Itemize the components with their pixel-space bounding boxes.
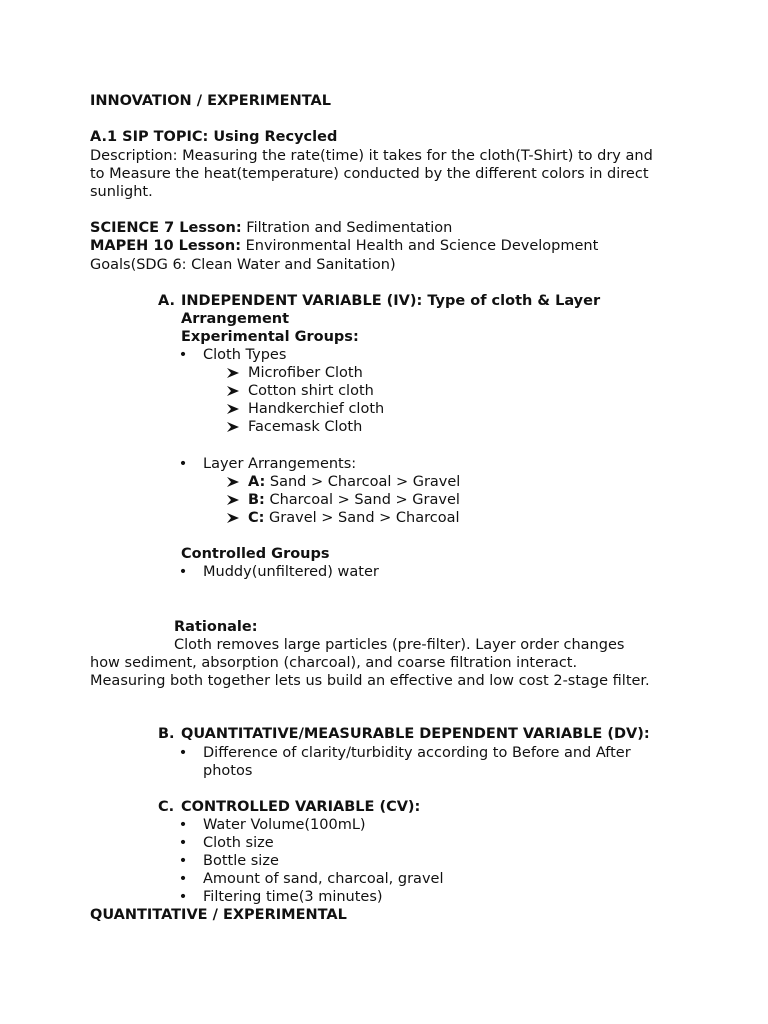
controlled-groups-heading: Controlled Groups (181, 546, 330, 562)
footer-heading: QUANTITATIVE / EXPERIMENTAL (90, 907, 347, 923)
rationale-label: Rationale: (174, 619, 258, 635)
section-b-marker: B. (158, 726, 175, 742)
layer-arrangements-label: Layer Arrangements: (203, 456, 357, 472)
bullet: • (178, 853, 188, 869)
dependent-variable-item: Difference of clarity/turbidity according to Before and After (203, 745, 631, 761)
arrow-bullet-icon (226, 509, 242, 527)
science-lesson-label: SCIENCE 7 Lesson: (90, 220, 242, 236)
cloth-type-item: Handkerchief cloth (248, 401, 385, 417)
layer-key: B: (248, 492, 265, 508)
bullet: • (178, 871, 188, 887)
bullet: • (178, 745, 188, 761)
arrow-bullet-icon (226, 382, 242, 400)
section-c-title: CONTROLLED VARIABLE (CV): (181, 799, 421, 815)
layer-key: A: (248, 474, 266, 490)
section-b-title: QUANTITATIVE/MEASURABLE DEPENDENT VARIABLE (DV): (181, 726, 650, 742)
cloth-types-label: Cloth Types (203, 347, 287, 363)
bullet: • (178, 889, 188, 905)
bullet: • (178, 456, 188, 472)
arrow-bullet-icon (226, 418, 242, 436)
rationale-line: how sediment, absorption (charcoal), and coarse filtration interact. (90, 655, 578, 671)
controlled-variable-item: Bottle size (203, 853, 279, 869)
cloth-type-item: Cotton shirt cloth (248, 383, 374, 399)
science-lesson-text: Filtration and Sedimentation (241, 220, 453, 236)
layer-text: Charcoal > Sand > Gravel (264, 492, 460, 508)
arrow-bullet-icon (226, 491, 242, 509)
rationale-line: Measuring both together lets us build an effective and low cost 2-stage filter. (90, 673, 650, 689)
rationale-line: Cloth removes large particles (pre-filter). Layer order changes (174, 637, 625, 653)
description-line: to Measure the heat(temperature) conducted by the different colors in direct (90, 166, 649, 182)
arrow-bullet-icon (226, 400, 242, 418)
arrow-bullet-icon (226, 473, 242, 491)
controlled-group-item: Muddy(unfiltered) water (203, 564, 379, 580)
description-line: Description: Measuring the rate(time) it takes for the cloth(T-Shirt) to dry and (90, 148, 653, 164)
dependent-variable-item-continued: photos (203, 763, 253, 779)
controlled-variable-item: Cloth size (203, 835, 274, 851)
layer-item (248, 509, 460, 527)
bullet: • (178, 564, 188, 580)
layer-item (248, 491, 460, 509)
mapeh-lesson (90, 237, 598, 255)
layer-item (248, 473, 460, 491)
science-lesson (90, 219, 452, 237)
cloth-type-item: Microfiber Cloth (248, 365, 363, 381)
bullet: • (178, 347, 188, 363)
bullet: • (178, 835, 188, 851)
section-a-marker: A. (158, 293, 175, 309)
page-heading: INNOVATION / EXPERIMENTAL (90, 93, 331, 109)
section-c-marker: C. (158, 799, 175, 815)
experimental-groups-heading: Experimental Groups: (181, 329, 359, 345)
section-a-title: INDEPENDENT VARIABLE (IV): Type of cloth & Layer (181, 293, 601, 309)
description-line: sunlight. (90, 184, 153, 200)
sip-topic: A.1 SIP TOPIC: Using Recycled (90, 129, 338, 145)
mapeh-lesson-continued: Goals(SDG 6: Clean Water and Sanitation) (90, 257, 396, 273)
bullet: • (178, 817, 188, 833)
arrow-bullet-icon (226, 364, 242, 382)
mapeh-lesson-text: Environmental Health and Science Development (241, 238, 599, 254)
layer-text: Gravel > Sand > Charcoal (264, 510, 460, 526)
cloth-type-item: Facemask Cloth (248, 419, 363, 435)
layer-text: Sand > Charcoal > Gravel (265, 474, 461, 490)
mapeh-lesson-label: MAPEH 10 Lesson: (90, 238, 242, 254)
controlled-variable-item: Filtering time(3 minutes) (203, 889, 383, 905)
controlled-variable-item: Amount of sand, charcoal, gravel (203, 871, 444, 887)
controlled-variable-item: Water Volume(100mL) (203, 817, 366, 833)
layer-key: C: (248, 510, 265, 526)
section-a-title-continued: Arrangement (181, 311, 290, 327)
